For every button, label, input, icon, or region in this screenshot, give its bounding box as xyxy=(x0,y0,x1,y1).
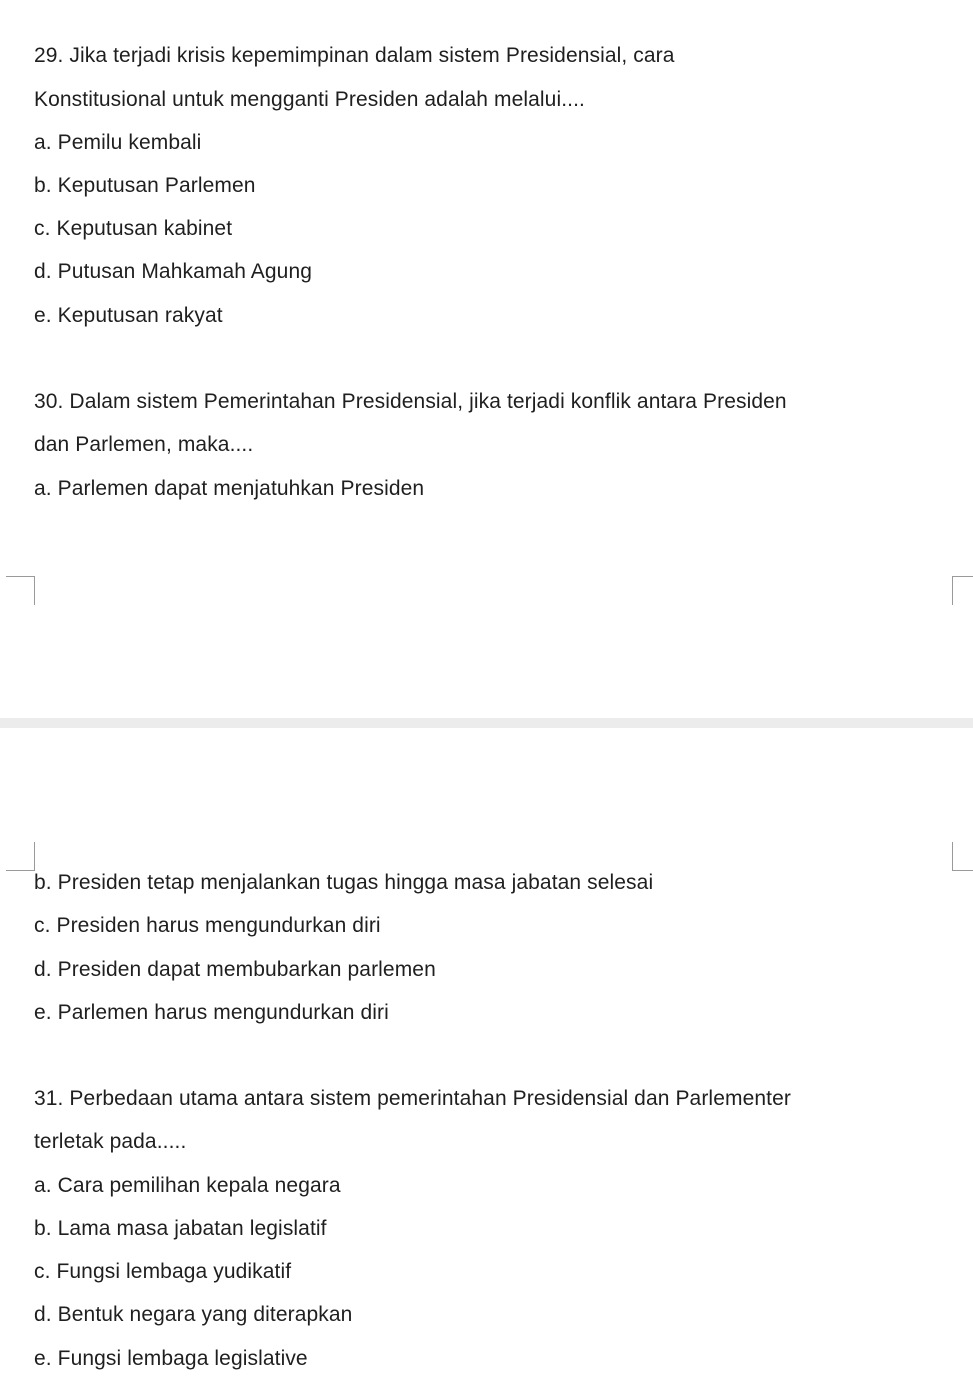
question-31-line-1: 31. Perbedaan utama antara sistem pemerintahan Presidensial dan Parlementer xyxy=(34,1087,791,1110)
q30-option-c: c. Presiden harus mengundurkan diri xyxy=(34,914,381,937)
question-29-line-2: Konstitusional untuk mengganti Presiden adalah melalui.... xyxy=(34,88,585,111)
q29-option-d: d. Putusan Mahkamah Agung xyxy=(34,260,313,283)
q31-option-c: c. Fungsi lembaga yudikatif xyxy=(34,1260,292,1283)
q29-option-c: c. Keputusan kabinet xyxy=(34,217,233,240)
page-break xyxy=(0,718,973,728)
q31-option-d: d. Bentuk negara yang diterapkan xyxy=(34,1303,353,1326)
page-2-corner-mark-left xyxy=(6,842,35,871)
page-1-corner-mark-right xyxy=(952,576,973,605)
q31-option-b: b. Lama masa jabatan legislatif xyxy=(34,1217,327,1240)
question-30-line-1: 30. Dalam sistem Pemerintahan Presidensial, jika terjadi konflik antara Presiden xyxy=(34,390,787,413)
q31-option-e: e. Fungsi lembaga legislative xyxy=(34,1347,308,1370)
question-30-line-2: dan Parlemen, maka.... xyxy=(34,433,254,456)
q29-option-e: e. Keputusan rakyat xyxy=(34,304,223,327)
q30-option-a: a. Parlemen dapat menjatuhkan Presiden xyxy=(34,477,425,500)
q29-option-a: a. Pemilu kembali xyxy=(34,131,202,154)
page-2-corner-mark-right xyxy=(952,842,973,871)
q30-option-e: e. Parlemen harus mengundurkan diri xyxy=(34,1001,389,1024)
question-31-line-2: terletak pada..... xyxy=(34,1130,187,1153)
question-29-line-1: 29. Jika terjadi krisis kepemimpinan dalam sistem Presidensial, cara xyxy=(34,44,675,67)
page-1-corner-mark-left xyxy=(6,576,35,605)
q30-option-d: d. Presiden dapat membubarkan parlemen xyxy=(34,958,436,981)
q29-option-b: b. Keputusan Parlemen xyxy=(34,174,256,197)
q30-option-b: b. Presiden tetap menjalankan tugas hingga masa jabatan selesai xyxy=(34,871,654,894)
q31-option-a: a. Cara pemilihan kepala negara xyxy=(34,1174,341,1197)
